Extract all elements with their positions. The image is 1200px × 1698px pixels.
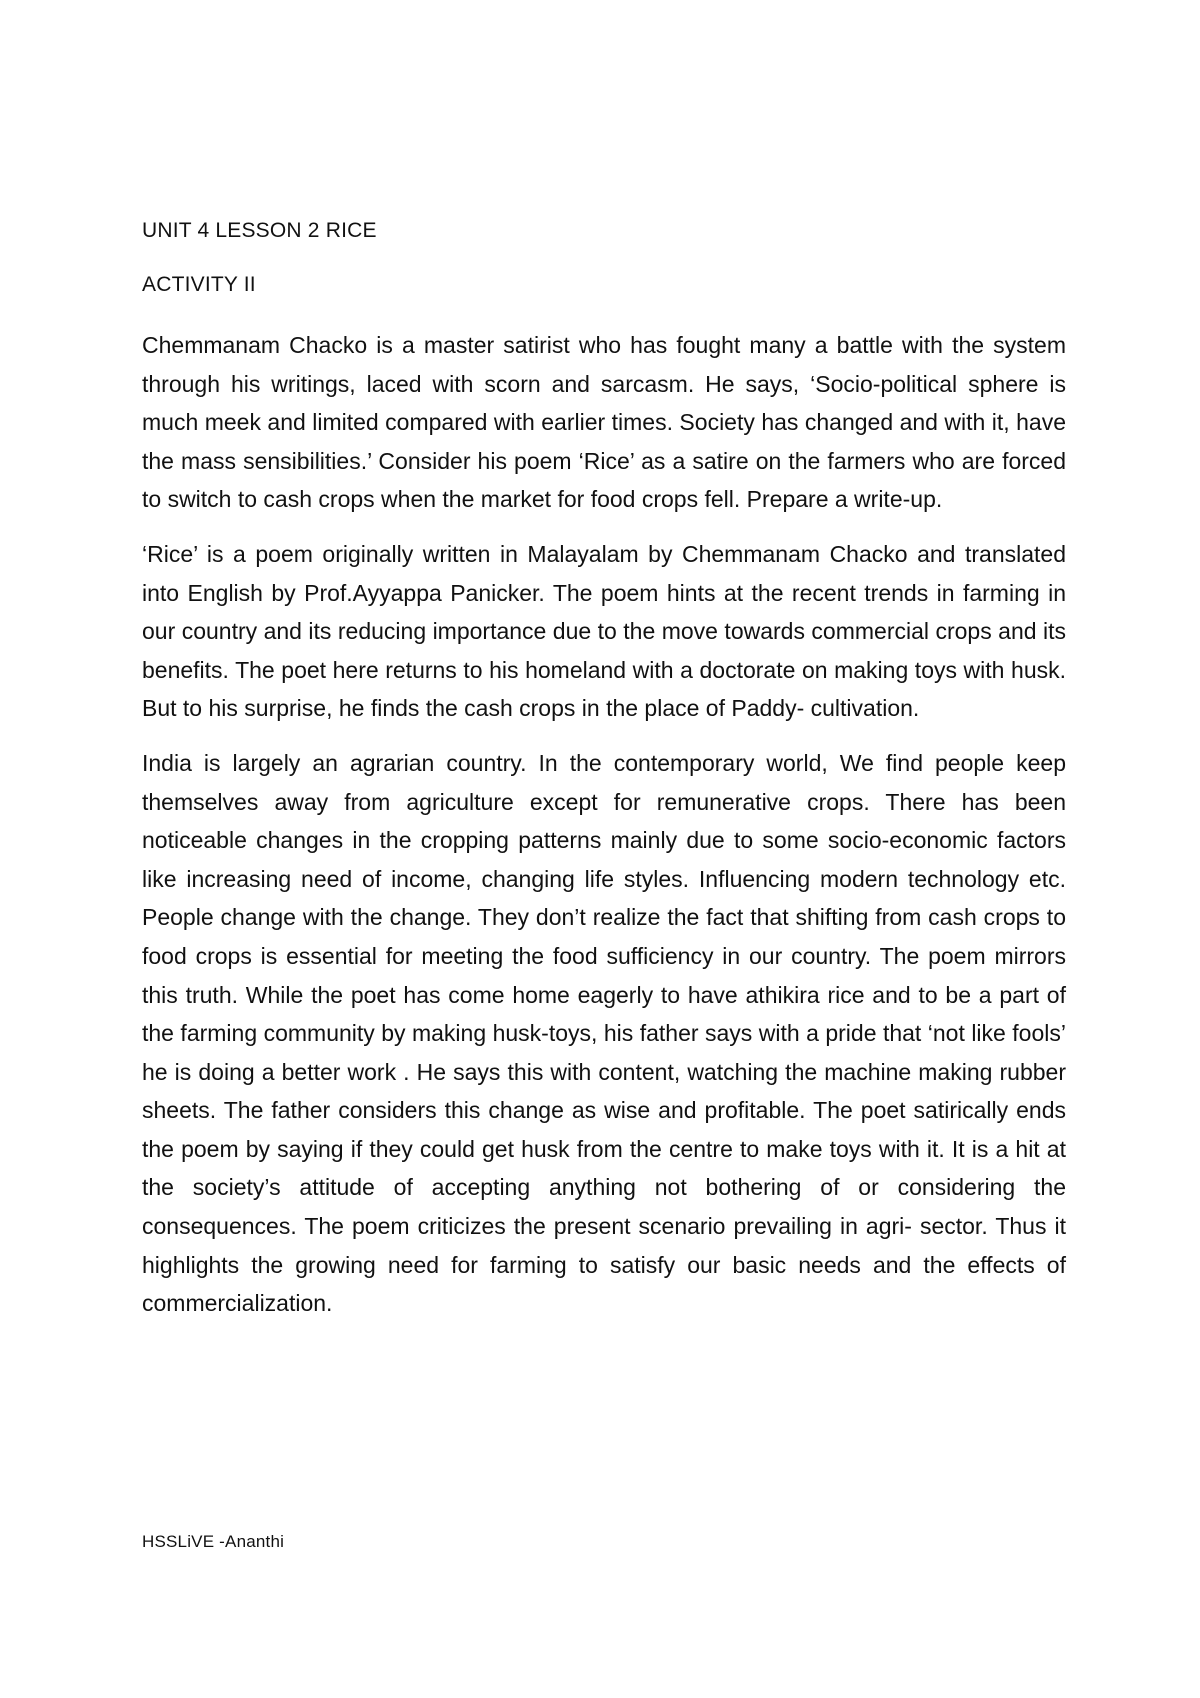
unit-heading: UNIT 4 LESSON 2 RICE xyxy=(142,219,377,242)
answer-paragraph-analysis: India is largely an agrarian country. In the contemporary world, We find people keep themselves away from agriculture except for remunerative crops. There has been noticeable changes in the cropping patterns mainly due to some socio-economic factors like increasing need of income, changing life styles. Influencing modern technology etc. People change with the change. They don’t realize the fact that shifting from cash crops to food crops is essential for meeting the food sufficiency in our country. The poem mirrors this truth. While the poet has come home eagerly to have athikira rice and to be a part of the farming community by making husk-toys, his father says with a pride that ‘not like fools’ he is doing a better work . He says this with content, watching the machine making rubber sheets. The father considers this change as wise and profitable. The poet satirically ends the poem by saying if they could get husk from the centre to make toys with it. It is a hit at the society’s attitude of accepting anything not bothering of or considering the consequences. The poem criticizes the present scenario prevailing in agri- sector. Thus it highlights the growing need for farming to satisfy our basic needs and the effects of commercialization. xyxy=(142,749,1066,1317)
activity-heading: ACTIVITY II xyxy=(142,273,256,296)
document-body xyxy=(142,216,1066,1339)
page-footer: HSSLiVE -Ananthi xyxy=(142,1532,285,1551)
answer-paragraph-intro: ‘Rice’ is a poem originally written in Malayalam by Chemmanam Chacko and translated into English by Prof.Ayyappa Panicker. The poem hints at the recent trends in farming in our country and its reducing importance due to the move towards commercial crops and its benefits. The poet here returns to his homeland with a doctorate on making toys with husk. But to his surprise, he finds the cash crops in the place of Paddy- cultivation. xyxy=(142,540,1066,722)
question-paragraph: Chemmanam Chacko is a master satirist who has fought many a battle with the system through his writings, laced with scorn and sarcasm. He says, ‘Socio-political sphere is much meek and limited compared with earlier times. Society has changed and with it, have the mass sensibilities.’ Consider his poem ‘Rice’ as a satire on the farmers who are forced to switch to cash crops when the market for food crops fell. Prepare a write-up. xyxy=(142,332,1066,513)
